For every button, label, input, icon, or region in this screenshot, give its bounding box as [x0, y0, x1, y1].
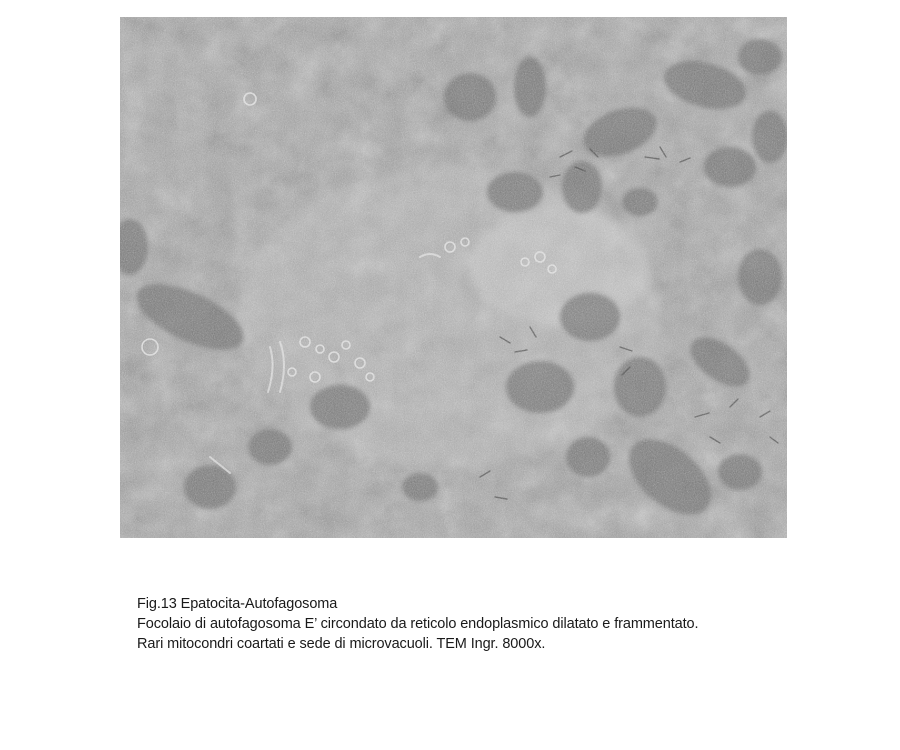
- tem-micrograph-image: [120, 17, 787, 538]
- caption-line-1: Focolaio di autofagosoma E’ circondato da reticolo endoplasmico dilatato e frammentato.: [137, 616, 699, 632]
- figure-caption: [137, 594, 837, 654]
- micrograph-texture: [120, 17, 787, 538]
- caption-line-2: Rari mitocondri coartati e sede di microvacuoli. TEM Ingr. 8000x.: [137, 636, 546, 652]
- figure-title: Fig.13 Epatocita-Autofagosoma: [137, 596, 338, 612]
